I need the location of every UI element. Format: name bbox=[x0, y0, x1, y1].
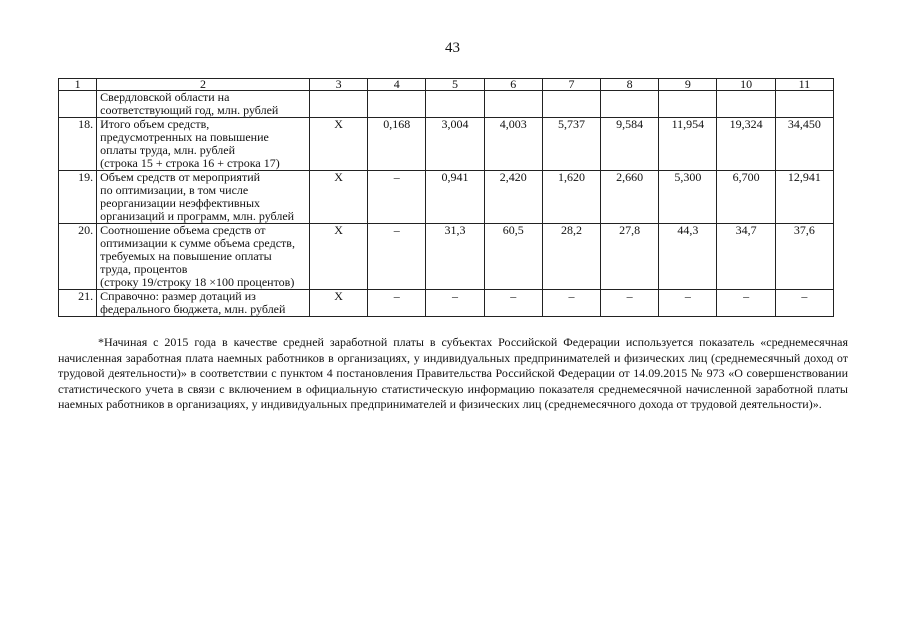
table-cell bbox=[309, 91, 367, 118]
row-number: 19. bbox=[59, 171, 97, 224]
row-description: Справочно: размер дотаций из федерального бюджета, млн. рублей bbox=[97, 290, 310, 317]
column-header: 7 bbox=[542, 79, 600, 91]
table-cell: 27,8 bbox=[601, 224, 659, 290]
table-cell bbox=[484, 91, 542, 118]
table-cell: – bbox=[368, 224, 426, 290]
table-cell: – bbox=[659, 290, 717, 317]
column-header: 9 bbox=[659, 79, 717, 91]
table-cell: 0,941 bbox=[426, 171, 484, 224]
table-cell: 2,420 bbox=[484, 171, 542, 224]
table-cell: 12,941 bbox=[775, 171, 833, 224]
table-cell: 31,3 bbox=[426, 224, 484, 290]
table-cell bbox=[775, 91, 833, 118]
table-cell: 44,3 bbox=[659, 224, 717, 290]
table-cell: 34,7 bbox=[717, 224, 775, 290]
table-cell: – bbox=[775, 290, 833, 317]
table-row bbox=[59, 224, 834, 290]
column-header: 11 bbox=[775, 79, 833, 91]
table-cell: – bbox=[601, 290, 659, 317]
table-cell: – bbox=[484, 290, 542, 317]
row-number: 21. bbox=[59, 290, 97, 317]
column-header: 4 bbox=[368, 79, 426, 91]
column-header: 5 bbox=[426, 79, 484, 91]
column-header: 3 bbox=[309, 79, 367, 91]
footnote: *Начиная с 2015 года в качестве средней заработной платы в субъектах Российской Федерации используется показатель «среднемесячная начисленная заработная плата наемных работников в организациях, у индивидуальных предпринимателей и физических лиц (среднемесячный доход от трудовой деятельности)» в соответствии с пунктом 4 постановления Правительства Российской Федерации от 14.09.2015 № 973 «О совершенствовании статистического учета в связи с включением в официальную статистическую информацию показателя среднемесячной начисленной заработной платы наемных работников в организациях, у индивидуальных предпринимателей и физических лиц (среднемесячного дохода от трудовой деятельности)». bbox=[58, 335, 848, 411]
table-cell: 60,5 bbox=[484, 224, 542, 290]
table-cell: 4,003 bbox=[484, 118, 542, 171]
table-cell: Х bbox=[309, 290, 367, 317]
table-cell: 34,450 bbox=[775, 118, 833, 171]
table-cell: 6,700 bbox=[717, 171, 775, 224]
table-cell: – bbox=[717, 290, 775, 317]
table-row bbox=[59, 290, 834, 317]
row-number: 20. bbox=[59, 224, 97, 290]
data-table bbox=[58, 78, 834, 317]
page-number: 43 bbox=[445, 40, 460, 56]
table-cell: – bbox=[426, 290, 484, 317]
column-header: 8 bbox=[601, 79, 659, 91]
table-cell bbox=[426, 91, 484, 118]
table-row bbox=[59, 171, 834, 224]
table-cell: 37,6 bbox=[775, 224, 833, 290]
table-cell: 3,004 bbox=[426, 118, 484, 171]
table-cell: 2,660 bbox=[601, 171, 659, 224]
row-number bbox=[59, 91, 97, 118]
table-cell: 19,324 bbox=[717, 118, 775, 171]
table-cell: 5,300 bbox=[659, 171, 717, 224]
table-cell: 0,168 bbox=[368, 118, 426, 171]
table-cell: 9,584 bbox=[601, 118, 659, 171]
table-cell bbox=[601, 91, 659, 118]
table-cell bbox=[717, 91, 775, 118]
table-cell: Х bbox=[309, 224, 367, 290]
table-cell: – bbox=[368, 171, 426, 224]
column-header: 10 bbox=[717, 79, 775, 91]
table-cell: 1,620 bbox=[542, 171, 600, 224]
table-cell: – bbox=[542, 290, 600, 317]
row-number: 18. bbox=[59, 118, 97, 171]
row-description: Соотношение объема средств от оптимизации к сумме объема средств, требуемых на повышение оплаты труда, процентов (строку 19/строку 18 ×100 процентов) bbox=[97, 224, 310, 290]
column-header: 2 bbox=[97, 79, 310, 91]
table-cell: 28,2 bbox=[542, 224, 600, 290]
row-description: Объем средств от мероприятий по оптимизации, в том числе реорганизации неэффективных организаций и программ, млн. рублей bbox=[97, 171, 310, 224]
table-cell bbox=[542, 91, 600, 118]
table-cell bbox=[659, 91, 717, 118]
table-cell bbox=[368, 91, 426, 118]
table-cell: 11,954 bbox=[659, 118, 717, 171]
table-header-row bbox=[59, 79, 834, 91]
row-description: Итого объем средств, предусмотренных на повышение оплаты труда, млн. рублей (строка 15 + строка 16 + строка 17) bbox=[97, 118, 310, 171]
column-header: 1 bbox=[59, 79, 97, 91]
table-cell: – bbox=[368, 290, 426, 317]
table-cell: 5,737 bbox=[542, 118, 600, 171]
table-row bbox=[59, 91, 834, 118]
row-description: Свердловской области на соответствующий год, млн. рублей bbox=[97, 91, 310, 118]
table-cell: Х bbox=[309, 171, 367, 224]
table-row bbox=[59, 118, 834, 171]
table-cell: Х bbox=[309, 118, 367, 171]
column-header: 6 bbox=[484, 79, 542, 91]
